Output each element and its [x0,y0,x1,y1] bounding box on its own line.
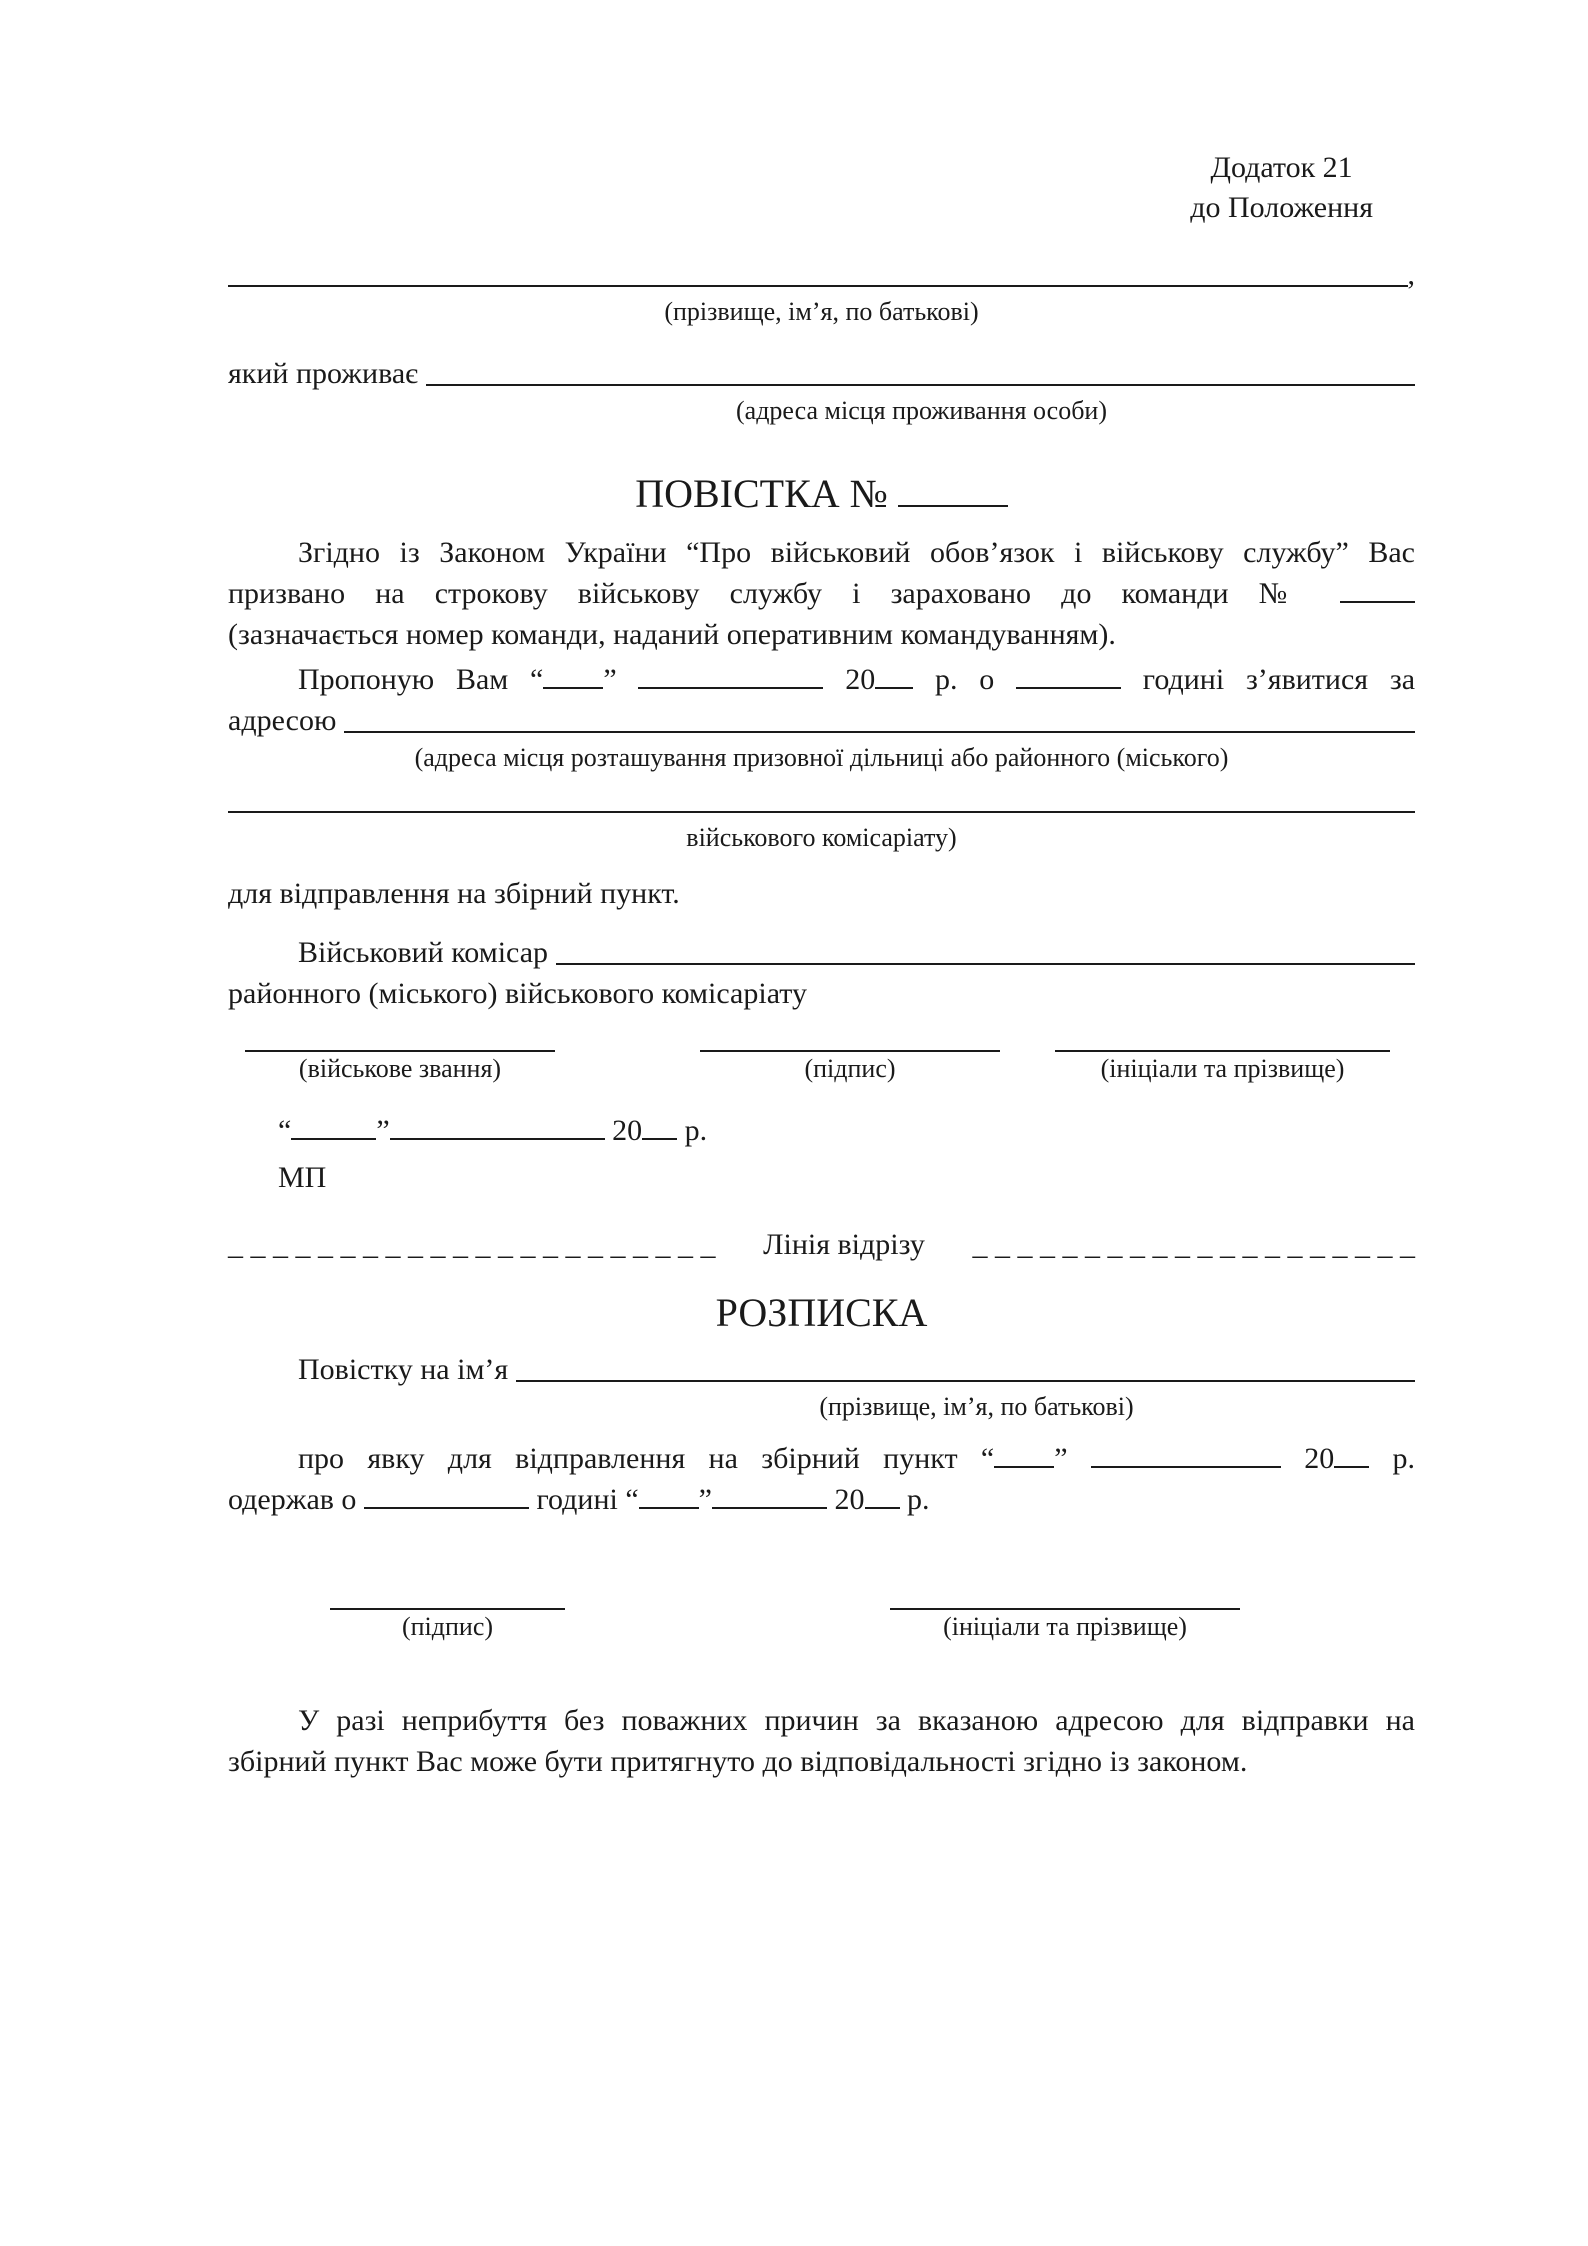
cut-dashes-left: _ _ _ _ _ _ _ _ _ _ _ _ _ _ _ _ _ _ _ _ _ _ [228,1228,716,1261]
sendoff-text: для відправлення на збірний пункт. [228,877,680,910]
receipt-initials-column [890,1608,1240,1644]
initials-column [1055,1050,1390,1086]
month-blank [1091,1466,1281,1468]
appendix-line-1: Додаток 21 [1210,151,1353,184]
initials-caption: (ініціали та прізвище) [1100,1054,1345,1083]
commissar-line-2: районного (міського) військового комісаріату [228,977,807,1010]
address-line-2 [228,811,1415,821]
hour-blank [364,1507,529,1509]
receipt-name-label: Повістку на ім’я [298,1353,509,1386]
name-caption: (прізвище, ім’я, по батькові) [664,297,979,326]
cut-dashes-right: _ _ _ _ _ _ _ _ _ _ _ _ _ _ _ _ _ _ _ _ [972,1228,1415,1261]
rank-caption: (військове звання) [298,1054,502,1083]
signature-column [700,1050,1000,1086]
stamp-mark: МП [278,1161,327,1194]
appearance-text-1: Пропоную Вам [298,663,509,696]
year-prefix: 20 [612,1114,643,1147]
year-suffix: р. [1392,1442,1416,1475]
close-quote: ” [1054,1442,1068,1475]
day-blank [291,1138,376,1140]
receipt-initials-caption: (ініціали та прізвище) [943,1612,1187,1641]
receipt-name-blank-underline [516,1380,1415,1382]
law-paragraph-line-1: Згідно із Законом України “Про військовий обов’язок і військову службу” Вас [298,536,1415,569]
law-line-2-text: призвано на строкову військову службу і зараховано до команди № [228,577,1310,610]
year-prefix: 20 [845,663,876,696]
commissar-blank-underline [556,963,1415,965]
address-blank-underline-2 [228,811,1415,813]
receipt-signature-caption: (підпис) [401,1612,494,1641]
address-caption-1: (адреса місця розташування призовної дільниці або районного (міського) [414,743,1229,772]
receipt-name-line [228,1349,1415,1390]
receipt-line-1 [228,1438,1415,1479]
year-suffix: р. [684,1114,708,1147]
year-blank [642,1138,677,1140]
year-prefix: 20 [1304,1442,1335,1475]
commissar-line [228,932,1415,973]
receipt-body-text: про явку для відправлення на збірний пункт [298,1442,958,1475]
residence-blank-underline [426,384,1415,386]
summons-number-blank [898,505,1008,507]
team-number-blank [1340,601,1415,603]
hour-word: годині [536,1483,618,1516]
law-paragraph-line-2 [228,573,1415,614]
address-line [228,700,1415,741]
appearance-text-3: годині з’явитися за [1142,663,1416,696]
residence-caption: (адреса місця проживання особи) [736,396,1107,425]
open-quote: “ [625,1483,639,1516]
name-blank-line [228,254,1415,295]
address-blank-underline [344,731,1415,733]
open-quote: “ [980,1442,995,1475]
open-quote: “ [278,1114,292,1147]
day-blank [543,687,603,689]
receipt-title: РОЗПИСКА [715,1290,928,1335]
signature-caption: (підпис) [804,1054,896,1083]
year-blank [865,1507,900,1509]
close-quote: ” [376,1114,390,1147]
summons-title-text: ПОВІСТКА № [635,471,888,516]
month-blank [638,687,823,689]
receipt-signature-column [330,1608,565,1644]
day-blank [994,1466,1054,1468]
close-quote: ” [603,663,617,696]
year-suffix: р. [907,1483,930,1516]
date-line [278,1110,1415,1151]
receipt-line-2 [228,1479,1415,1520]
address-caption-2: військового комісаріату) [686,823,957,852]
received-text: одержав о [228,1483,357,1516]
year-blank [1334,1466,1369,1468]
warning-paragraph: У разі неприбуття без поважних причин за вказаною адресою для відправки на збірний пункт Вас може бути притягнуто до відповідальності згідно із законом. [228,1704,1415,1778]
address-label: адресою [228,704,337,737]
residence-label: який проживає [228,357,419,390]
appendix-note [1190,148,1373,228]
law-note: (зазначається номер команди, наданий оперативним командуванням). [228,618,1116,651]
trailing-comma: , [1407,258,1415,291]
receipt-signature-row [228,1608,1415,1644]
appendix-line-2: до Положення [1190,191,1373,224]
hour-blank [1016,687,1121,689]
summons-title [228,468,1415,520]
month-blank [712,1507,827,1509]
appearance-line [228,659,1415,700]
year-prefix: 20 [834,1483,865,1516]
receipt-name-caption: (прізвище, ім’я, по батькові) [819,1392,1134,1421]
appearance-text-2: р. о [934,663,995,696]
year-blank [875,687,913,689]
signature-row [228,1050,1415,1086]
rank-column [245,1050,555,1086]
cut-line [228,1224,1415,1265]
commissar-label: Військовий комісар [298,936,549,969]
name-blank-underline [228,285,1408,287]
day-blank [639,1507,699,1509]
month-blank [390,1138,605,1140]
open-quote: “ [530,663,544,696]
cut-line-label: Лінія відрізу [763,1228,925,1261]
close-quote: ” [698,1483,712,1516]
residence-line [228,353,1415,394]
